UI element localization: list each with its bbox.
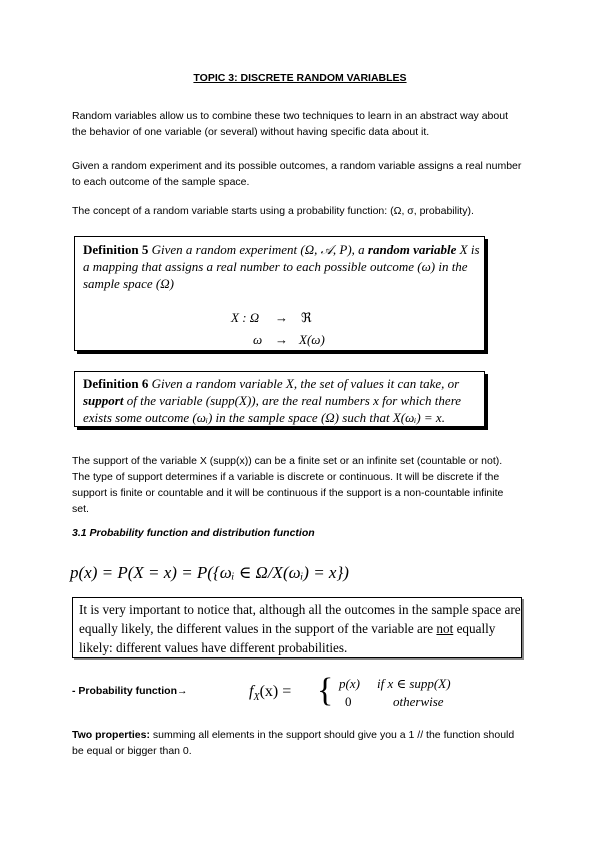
pmf-formula: p(x) = P(X = x) = P({ωᵢ ∈ Ω/X(ωᵢ) = x}) xyxy=(70,563,349,582)
intro-paragraph-1: Random variables allow us to combine these two techniques to learn in an abstract way about the behavior of one variable (or several) without having specific data about it. xyxy=(72,110,508,138)
note-text-b: equally likely: different values have different probabilities. xyxy=(79,621,496,655)
mapping-line-1 xyxy=(75,309,484,329)
section-heading: 3.1 Probability function and distribution function xyxy=(72,527,315,539)
note-box xyxy=(72,597,522,658)
note-underlined: not xyxy=(436,621,454,636)
definition-5-head: Definition 5 xyxy=(83,242,149,257)
definition-6-text-a: Given a random variable X, the set of values it can take, or xyxy=(151,376,460,391)
mapping-image: X(ω) xyxy=(299,332,325,347)
definition-6-head: Definition 6 xyxy=(83,376,149,391)
piecewise-brace: { xyxy=(317,672,334,709)
definition-6-box xyxy=(74,371,485,427)
mapping-domain: X : Ω xyxy=(231,310,260,325)
definition-5-box xyxy=(74,236,485,351)
mapping-arrow-1: → xyxy=(275,310,288,325)
properties-text: summing all elements in the support should give you a 1 // the function should be equal or bigger than 0. xyxy=(72,729,515,757)
mapping-codomain: ℜ xyxy=(301,310,312,325)
note-text-a: It is very important to notice that, although all the outcomes in the sample space are equally likely, the different values in the support of the variable are xyxy=(79,602,521,636)
mapping-omega: ω xyxy=(253,332,263,347)
definition-5-text-b: X is a mapping that assigns a real number to each possible outcome (ω) in the sample space (Ω) xyxy=(83,242,480,291)
intro-paragraph-3: The concept of a random variable starts using a probability function: (Ω, σ, probability). xyxy=(72,205,474,217)
piecewise-lhs: $f_X(x)$ = xyxy=(249,683,292,704)
properties-paragraph xyxy=(72,727,522,759)
definition-5-text-a: Given a random experiment (Ω, 𝒜, P), a xyxy=(151,242,365,257)
support-paragraph: The support of the variable X (supp(x)) can be a finite set or an infinite set (countable or not). The type of support determines if a variable is discrete or continuous. It will be discrete if the support is finite or countable and it will be continuous if the support is a non-countable infinite set. xyxy=(72,455,504,515)
probability-function-label: - Probability function→ xyxy=(72,685,188,697)
piecewise-case-2-value: 0 xyxy=(345,694,352,709)
mapping-arrow-2: → xyxy=(275,332,288,347)
probability-function-formula xyxy=(249,672,451,714)
definition-6-text-b: of the variable (supp(X)), are the real numbers x for which there exists some outcome (ωᵢ) in the sample space (Ω) such that X(ωᵢ) = x. xyxy=(83,393,462,425)
page-title: TOPIC 3: DISCRETE RANDOM VARIABLES xyxy=(193,72,407,84)
piecewise-case-1-condition: if x ∈ supp(X) xyxy=(377,676,451,691)
mapping-line-2 xyxy=(75,331,484,351)
intro-paragraph-2: Given a random experiment and its possible outcomes, a random variable assigns a real number to each outcome of the sample space. xyxy=(72,160,522,188)
piecewise-case-2-condition: otherwise xyxy=(393,694,444,709)
properties-lead: Two properties: xyxy=(72,729,150,741)
definition-6-term: support xyxy=(83,393,124,408)
definition-5-term: random variable xyxy=(367,242,457,257)
piecewise-case-1-value: p(x) xyxy=(339,676,360,691)
definition-5-text xyxy=(83,241,484,292)
